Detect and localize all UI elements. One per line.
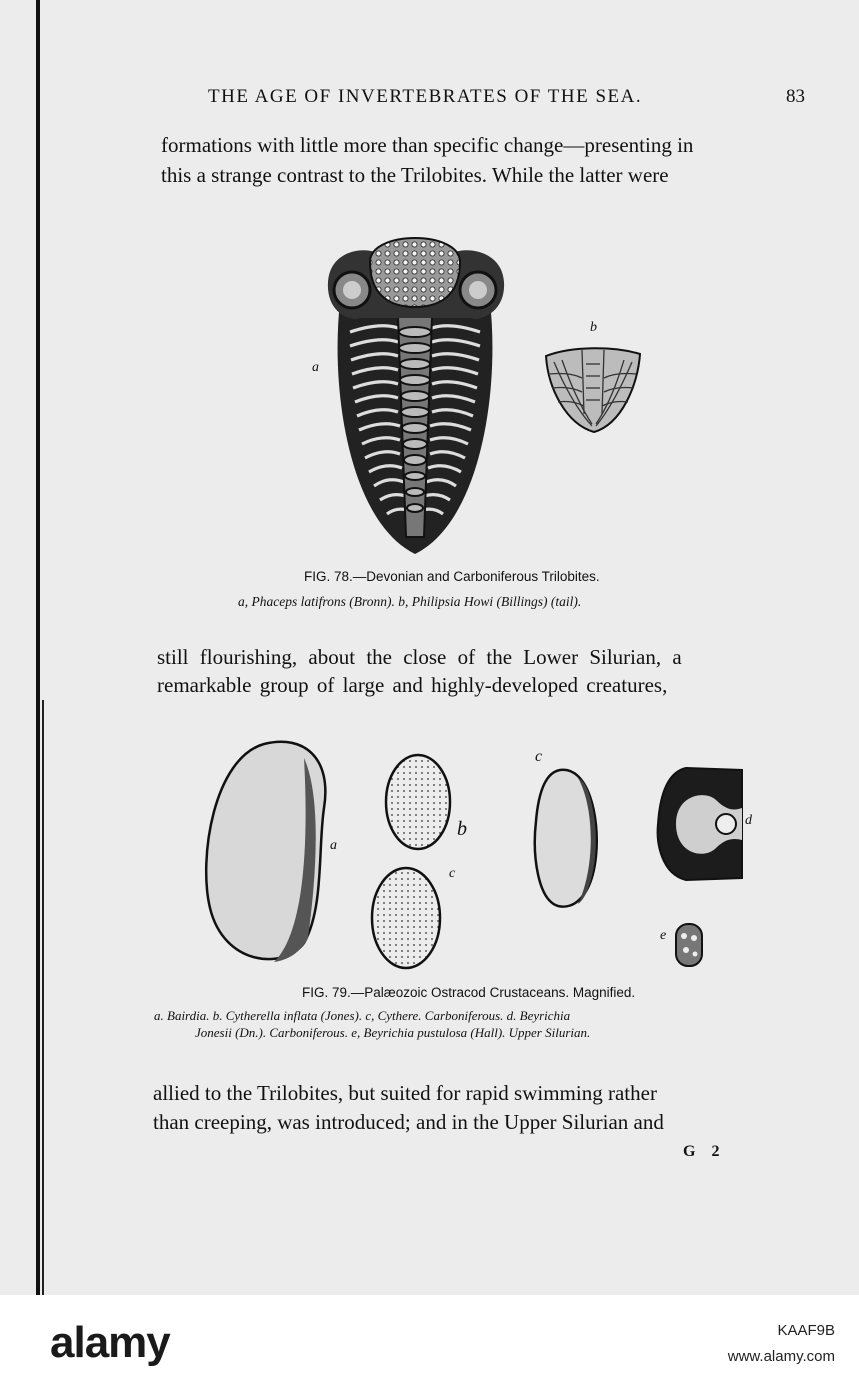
running-head-title: THE AGE OF INVERTEBRATES OF THE SEA.: [208, 86, 643, 107]
ostracod-beyrichia-pustulosa-illustration: [674, 922, 704, 968]
figure-label: c: [449, 866, 456, 881]
figure-caption-title: FIG. 79.—Palæozoic Ostracod Crustaceans. Magnified.: [302, 985, 636, 1000]
figure-label: e: [660, 928, 667, 943]
text-line: allied to the Trilobites, but suited for rapid swimming rather: [153, 1081, 657, 1105]
text-line: still flourishing, about the close of the Lower Silurian, a: [157, 645, 682, 669]
ostracod-bairdia-illustration: [204, 738, 332, 964]
page-gutter-edge: [42, 700, 44, 1295]
ostracod-cytherella-side-illustration: [369, 864, 443, 972]
text-line: formations with little more than specific change—presenting in: [161, 133, 694, 157]
watermark-logo: alamy: [50, 1318, 170, 1367]
trilobite-tail-illustration: [542, 344, 644, 436]
figure-caption-detail: Jonesii (Dn.). Carboniferous. e, Beyrichia pustulosa (Hall). Upper Silurian.: [195, 1025, 591, 1040]
page-gutter-shadow: [36, 0, 40, 1295]
figure-label: b: [590, 320, 597, 335]
watermark-image-id: KAAF9B: [777, 1322, 835, 1339]
signature-mark: G 2: [683, 1143, 726, 1160]
figure-label: c: [535, 748, 543, 765]
ostracod-cytherella-illustration: [383, 752, 453, 852]
watermark-url: www.alamy.com: [727, 1348, 835, 1365]
figure-label: a: [312, 360, 319, 375]
figure-label: a: [330, 838, 337, 853]
text-line: remarkable group of large and highly-developed creatures,: [157, 673, 668, 697]
figure-label: d: [745, 813, 752, 828]
figure-caption-detail: a. Bairdia. b. Cytherella inflata (Jones). c, Cythere. Carboniferous. d. Beyrichia: [154, 1008, 571, 1023]
text-line: this a strange contrast to the Trilobites. While the latter were: [161, 163, 669, 187]
figure-caption-title: FIG. 78.—Devonian and Carboniferous Trilobites.: [304, 569, 600, 584]
text-line: than creeping, was introduced; and in the Upper Silurian and: [153, 1110, 664, 1134]
running-head: [208, 86, 808, 108]
figure-label: b: [457, 818, 467, 840]
ostracod-beyrichia-jonesii-illustration: [656, 764, 744, 884]
page-number: 83: [786, 86, 805, 107]
trilobite-phaceps-illustration: [320, 222, 510, 562]
figure-caption-detail: a, Phaceps latifrons (Bronn). b, Philipsia Howi (Billings) (tail).: [238, 594, 582, 609]
ostracod-cythere-illustration: [530, 766, 600, 912]
